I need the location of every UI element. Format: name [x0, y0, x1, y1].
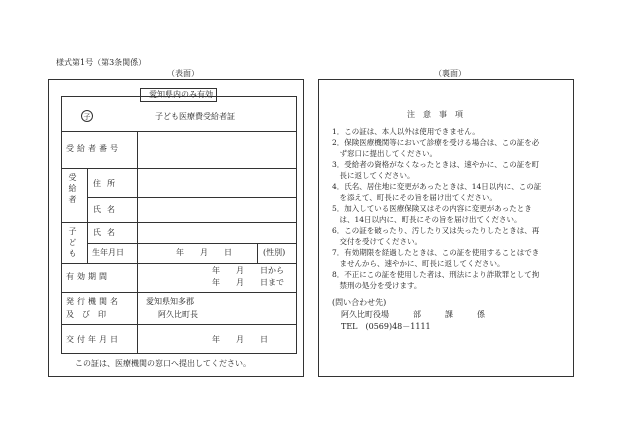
validity-region-label: 愛知県内のみ有効	[149, 90, 213, 99]
front-side-label: （表面）	[167, 69, 199, 78]
note-line: 7．有効期限を経過したときは、この証を使用することはでき	[332, 248, 540, 257]
note-line: 5．加入している医療保険又はその内容に変更があったとき	[332, 204, 532, 213]
address-label: 住所	[93, 179, 121, 188]
note-line: 8．不正にこの証を使用した者は、刑法により詐欺罪として拘	[332, 270, 540, 279]
notes-heading: 注 意 事 項	[407, 110, 463, 119]
birthdate-label: 生年月日	[92, 248, 124, 257]
contact-tel: TEL (0569)48－1111	[341, 322, 431, 331]
child-group-label: 子ども	[68, 227, 77, 260]
validity-to: 年 月 日まで	[212, 278, 284, 287]
note-line: 禁刑の処分を受けます。	[332, 281, 422, 290]
front-footer-note: この証は、医療機関の窓口へ提出してください。	[75, 359, 251, 368]
note-line: 3．受給者の資格がなくなったときは、速やかに、この証を町	[332, 160, 540, 169]
issue-date-label: 交付年月日	[66, 335, 121, 344]
issuer-label-2: 及 び 印	[66, 310, 106, 319]
form-number: 様式第1号（第3条関係）	[56, 58, 147, 67]
card-title: 子ども医療費受給者証	[155, 112, 235, 121]
note-line: 6．この証を破ったり、汚したり又は失ったりしたときは、再	[332, 226, 540, 235]
validity-label: 有効期間	[66, 272, 110, 281]
contact-office: 阿久比町役場 部 課 係	[341, 310, 485, 319]
note-line: 4．氏名、居住地に変更があったときは、14日以内に、この証	[332, 182, 542, 191]
issuer-name-2: 阿久比町長	[158, 310, 198, 319]
note-line: 1．この証は、本人以外は使用できません。	[332, 127, 480, 136]
issue-date-value: 年 月 日	[212, 335, 268, 344]
recipient-number-label: 受給者番号	[66, 144, 121, 153]
birthdate-value: 年 月 日	[176, 248, 232, 257]
validity-from: 年 月 日から	[212, 266, 284, 275]
note-line: は、14日以内に、町長にその旨を届け出てください。	[332, 215, 522, 224]
recipient-name-label: 氏名	[93, 205, 121, 214]
note-line: 2．保険医療機関等において診療を受ける場合は、この証を必	[332, 138, 540, 147]
back-side-label: （裏面）	[434, 69, 466, 78]
note-line: を添えて、町長にその旨を届け出てください。	[332, 193, 497, 202]
gender-label: (性別)	[263, 248, 286, 257]
note-line: ず窓口に提出してください。	[332, 149, 437, 158]
note-line: 長に返してください。	[332, 171, 415, 180]
issuer-label-1: 発行機関名	[66, 297, 121, 306]
recipient-group-label: 受給者	[68, 173, 77, 206]
child-name-label: 氏名	[93, 228, 121, 237]
issuer-name-1: 愛知県知多郡	[146, 297, 194, 306]
note-line: ませんから、速やかに、町長に返してください。	[332, 259, 505, 268]
child-stamp-icon: 子	[81, 110, 93, 122]
note-line: 交付を受けてください。	[332, 237, 422, 246]
contact-heading: (問い合わせ先)	[332, 298, 387, 307]
